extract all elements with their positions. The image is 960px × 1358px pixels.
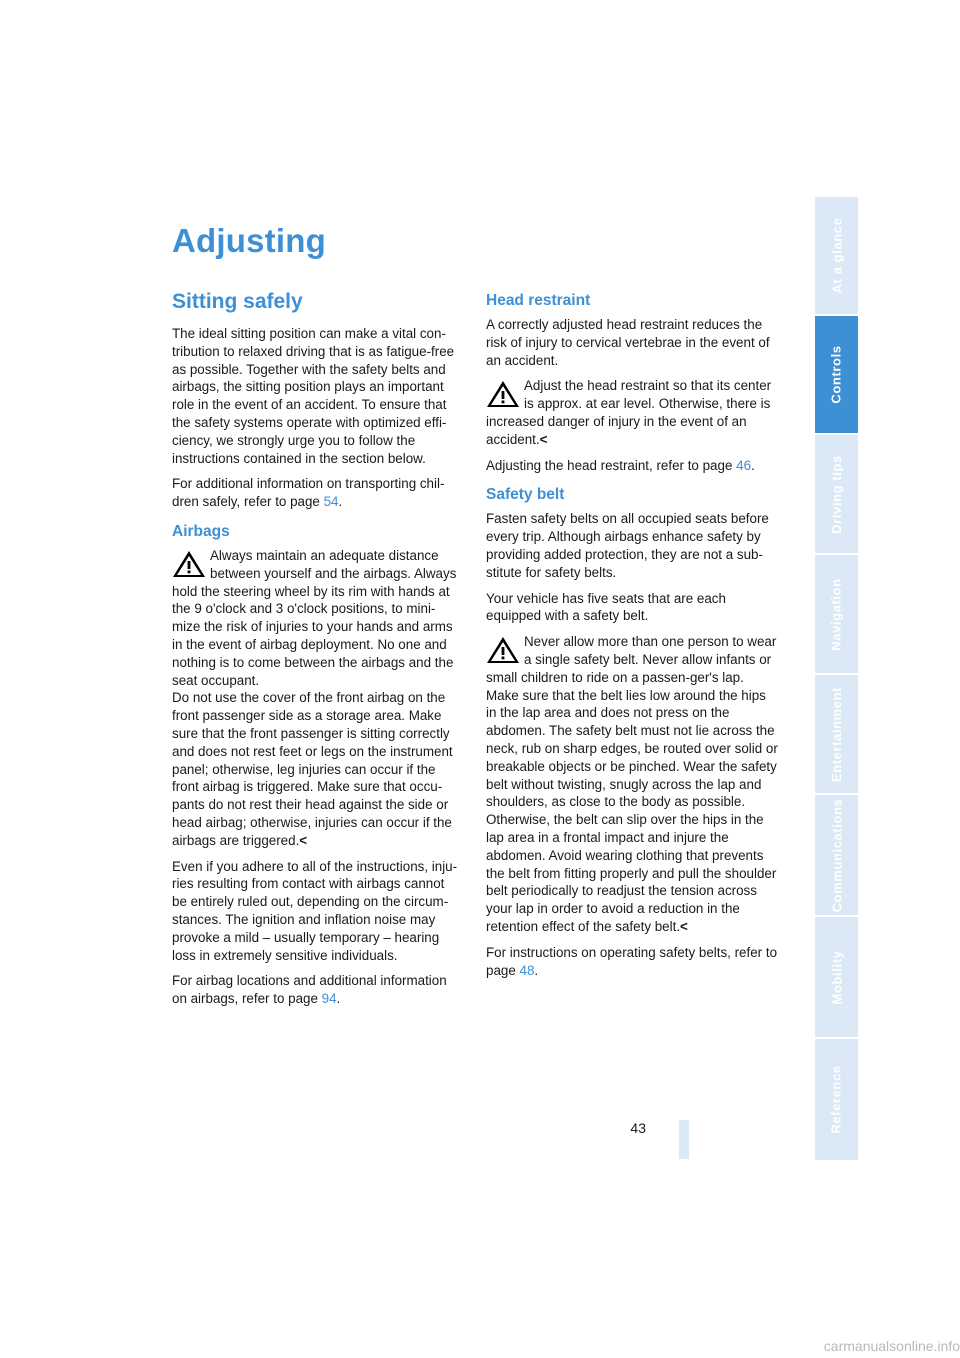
watermark: carmanualsonline.info	[823, 1338, 960, 1354]
head-restraint-intro: A correctly adjusted head restraint reduces the risk of injury to cervical vertebrae in the event of an accident.	[486, 317, 770, 368]
tab-mobility[interactable]: Mobility	[815, 917, 858, 1037]
warning-triangle-icon	[485, 635, 521, 665]
end-mark: <	[539, 431, 548, 447]
sub-heading-safety-belt: Safety belt	[486, 486, 565, 504]
safety-belt-warning-block	[486, 633, 778, 936]
sub-heading-airbags: Airbags	[172, 522, 230, 540]
end-mark: <	[680, 918, 688, 934]
right-column	[486, 292, 778, 987]
page-number-bar	[679, 1120, 689, 1159]
page-link-54[interactable]: 54	[323, 494, 339, 510]
safety-belt-seats: Your vehicle has five seats that are each equipped with a safety belt.	[486, 590, 726, 624]
page-number: 43	[630, 1120, 646, 1136]
left-column	[172, 290, 463, 1016]
page-link-48[interactable]: 48	[519, 962, 535, 978]
airbags-reference-paragraph: For airbag locations and additional information on airbags, refer to page 94.	[172, 973, 447, 1007]
safety-belt-intro: Fasten safety belts on all occupied seats before every trip. Although airbags enhance safety by providing added protection, they are not a sub-stitute for safety belts.	[486, 511, 769, 580]
section-heading-sitting-safely: Sitting safely	[172, 290, 303, 313]
safety-belt-warning-text: Never allow more than one person to wear a single safety belt. Never allow infants or small children to ride on a passen-ger's lap. Make sure that the belt lies low around the hips in the lap area and does not press on the abdomen. The safety belt must not lie across the neck, rub on sharp edges, be routed over solid or breakable objects or be pinched. Wear the safety belt without twisting, snugly across the lap and shoulders, as close to the body as possible. Otherwise, the belt can slip over the hips in the lap area in a frontal impact and injure the abdomen. Avoid wearing clothing that prevents the belt from fitting properly and pull the shoulder belt periodically to readjust the tension across your lap in order to avoid a reduction in the retention effect of the safety belt.	[486, 634, 778, 934]
airbags-warning-block	[172, 547, 463, 850]
head-restraint-warning-block	[486, 377, 778, 448]
tab-reference[interactable]: Reference	[815, 1039, 858, 1160]
head-restraint-warning-text: Adjust the head restraint so that its center is approx. at ear level. Otherwise, there is increased danger of injury in the event of an accident.	[486, 378, 772, 447]
safety-belt-reference: For instructions on operating safety belts, refer to page 48.	[486, 944, 778, 978]
page-title: Adjusting	[172, 222, 326, 259]
page-link-94[interactable]: 94	[321, 991, 337, 1007]
head-restraint-reference: Adjusting the head restraint, refer to page 46.	[486, 457, 755, 473]
airbags-warning-text-1: Always maintain an adequate distance between yourself and the airbags. Always hold the steering wheel by its rim with hands at the 9 o'clock and 3 o'clock positions, to mini-mize the risk of injuries to your hands and arms in the event of airbag deployment. No one and nothing is to come between the airbags and the seat occupant.	[172, 547, 457, 688]
warning-triangle-icon	[485, 379, 521, 409]
tab-communications[interactable]: Communications	[815, 795, 858, 915]
tab-entertainment[interactable]: Entertainment	[815, 675, 858, 793]
children-reference-paragraph: For additional information on transporting chil-dren safely, refer to page 54.	[172, 476, 445, 510]
tab-at-a-glance[interactable]: At a glance	[815, 197, 858, 314]
end-mark: <	[299, 832, 308, 848]
sitting-intro-paragraph: The ideal sitting position can make a vital con-tribution to relaxed driving that is as fatigue-free as possible. Together with the safety belts and airbags, the sitting position plays an important role in the event of an accident. To ensure that the safety systems operate with optimized effi-ciency, we strongly urge you to follow the instructions contained in the section below.	[172, 326, 455, 466]
airbags-injury-paragraph: Even if you adhere to all of the instructions, inju-ries resulting from contact with airbags cannot be entirely ruled out, depending on the circum-stances. The ignition and inflation noise may provoke a mild – usually temporary – hearing loss in extremely sensitive individuals.	[172, 858, 458, 963]
warning-triangle-icon	[171, 549, 207, 579]
airbags-warning-text-2: Do not use the cover of the front airbag on the front passenger side as a storage area. Make sure that the front passenger is sitting correctly and does not rest feet or legs on the instrument panel; otherwise, leg injuries can occur if the front airbag is triggered. Make sure that occu-pants do not rest their head against the side or head airbag; otherwise, injuries can occur if the airbags are triggered.<	[172, 690, 453, 848]
tab-controls[interactable]: Controls	[815, 316, 858, 433]
tab-navigation[interactable]: Navigation	[815, 555, 858, 673]
sub-heading-head-restraint: Head restraint	[486, 292, 591, 309]
chapter-sidebar	[815, 197, 858, 1160]
page-link-46[interactable]: 46	[736, 457, 752, 473]
tab-driving-tips[interactable]: Driving tips	[815, 435, 858, 553]
